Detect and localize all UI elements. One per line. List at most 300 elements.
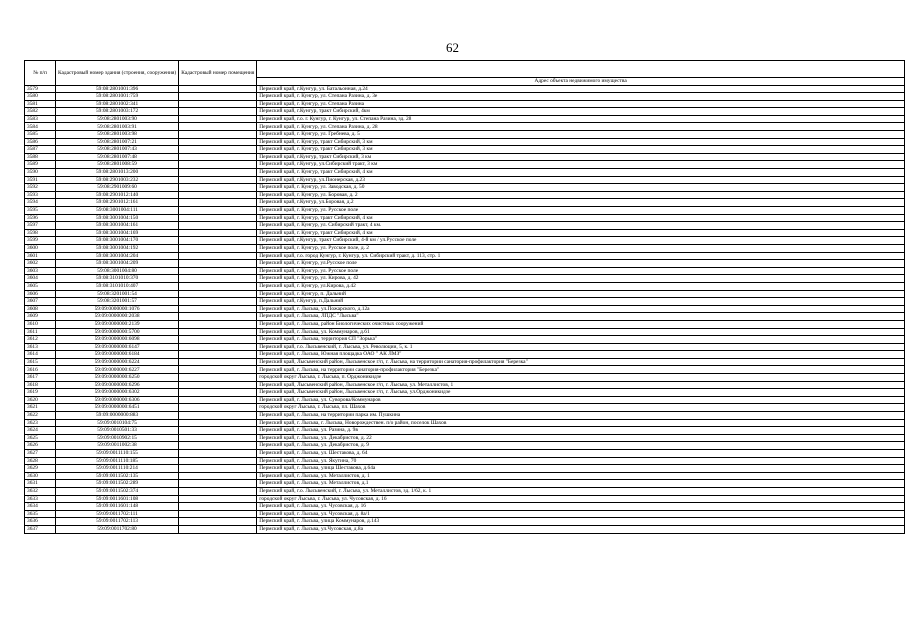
cadastral-building-number: 59:08:3201001:57 xyxy=(55,298,178,306)
address-cell: Пермский край, г. Кунгур, ул. Степана Разина, д. 3е xyxy=(257,93,905,101)
cadastral-building-number: 59:08:3001004:204 xyxy=(55,252,178,260)
row-number: 3587 xyxy=(25,146,56,154)
cadastral-room-number xyxy=(179,260,257,268)
address-cell: Пермский край, г.Кунгур, тракт Сибирский, 3 км xyxy=(257,153,905,161)
header-num: № п/п xyxy=(25,61,56,86)
cadastral-room-number xyxy=(179,503,257,511)
table-row xyxy=(25,115,905,123)
table-row xyxy=(25,457,905,465)
row-number: 3618 xyxy=(25,381,56,389)
row-number: 3580 xyxy=(25,93,56,101)
address-cell: Пермский край, г. Кунгур, тракт Сибирский, 3 км xyxy=(257,138,905,146)
row-number: 3591 xyxy=(25,176,56,184)
cadastral-building-number: 59:08:3001004:161 xyxy=(55,222,178,230)
table-row xyxy=(25,267,905,275)
row-number: 3628 xyxy=(25,457,56,465)
row-number: 3595 xyxy=(25,207,56,215)
table-row xyxy=(25,282,905,290)
cadastral-building-number: 59:08:3001004:170 xyxy=(55,237,178,245)
address-cell: Пермский край, г. Лысьва, ул. Чусовская, д. 8а/1 xyxy=(257,510,905,518)
cadastral-room-number xyxy=(179,525,257,533)
address-cell: Пермский край, г.Кунгур, п.Дальний xyxy=(257,298,905,306)
row-number: 3622 xyxy=(25,412,56,420)
table-body xyxy=(25,85,905,533)
row-number: 3609 xyxy=(25,313,56,321)
table-row xyxy=(25,472,905,480)
cadastral-room-number xyxy=(179,169,257,177)
row-number: 3604 xyxy=(25,275,56,283)
row-number: 3607 xyxy=(25,298,56,306)
cadastral-building-number: 59:08:2801013:200 xyxy=(55,169,178,177)
row-number: 3636 xyxy=(25,518,56,526)
address-cell: Пермский край, г. Лысьва, ул. Разина, д. 9в xyxy=(257,427,905,435)
cadastral-building-number: 59:08:3001004:209 xyxy=(55,260,178,268)
cadastral-building-number: 59:09:0000000:6451 xyxy=(55,404,178,412)
table-row xyxy=(25,298,905,306)
row-number: 3606 xyxy=(25,290,56,298)
cadastral-building-number: 59:09:0000000:5700 xyxy=(55,328,178,336)
address-cell: Пермский край, г. Лысьва, ул. Декабристов, д. 9 xyxy=(257,442,905,450)
cadastral-building-number: 59:08:2901012:161 xyxy=(55,199,178,207)
cadastral-room-number xyxy=(179,138,257,146)
cadastral-building-number: 59:08:2801002:341 xyxy=(55,100,178,108)
cadastral-building-number: 59:09:0010501:33 xyxy=(55,427,178,435)
cadastral-building-number: 59:08:3001004:192 xyxy=(55,244,178,252)
cadastral-room-number xyxy=(179,85,257,93)
cadastral-building-number: 59:08:2801007:43 xyxy=(55,146,178,154)
address-cell: Пермский край, г. Кунгур, ул. Боровая, д. 2 xyxy=(257,191,905,199)
cadastral-room-number xyxy=(179,389,257,397)
row-number: 3592 xyxy=(25,184,56,192)
address-cell: Пермский край, г. Лысьва, ЛПДС "Лысьва" xyxy=(257,313,905,321)
cadastral-building-number: 59:08:3001004:80 xyxy=(55,267,178,275)
address-cell: Пермский край, г. Кунгур, ул.Кирова, д.42 xyxy=(257,282,905,290)
table-row xyxy=(25,191,905,199)
cadastral-building-number: 59:08:2801007:21 xyxy=(55,138,178,146)
row-number: 3603 xyxy=(25,267,56,275)
cadastral-room-number xyxy=(179,237,257,245)
row-number: 3608 xyxy=(25,305,56,313)
address-cell: Пермский край, г. Лысьва, улица Шестакова, д.64а xyxy=(257,465,905,473)
cadastral-building-number: 59:08:3101010:407 xyxy=(55,282,178,290)
cadastral-building-number: 59:08:2901012:140 xyxy=(55,191,178,199)
cadastral-room-number xyxy=(179,199,257,207)
table-row xyxy=(25,222,905,230)
row-number: 3632 xyxy=(25,487,56,495)
address-cell: городской округ Лысьва, г. Лысьва, пл. Шахов xyxy=(257,404,905,412)
table-row xyxy=(25,108,905,116)
cadastral-building-number: 59:08:3001004:150 xyxy=(55,214,178,222)
row-number: 3596 xyxy=(25,214,56,222)
table-row xyxy=(25,366,905,374)
address-cell: Пермский край, г. Кунгур, ул. Степана Разина, д. 28 xyxy=(257,123,905,131)
table-row xyxy=(25,351,905,359)
row-number: 3579 xyxy=(25,85,56,93)
row-number: 3623 xyxy=(25,419,56,427)
cadastral-building-number: 59:09:0011702:111 xyxy=(55,510,178,518)
row-number: 3581 xyxy=(25,100,56,108)
cadastral-room-number xyxy=(179,252,257,260)
cadastral-building-number: 59:08:2901003:232 xyxy=(55,176,178,184)
row-number: 3617 xyxy=(25,374,56,382)
row-number: 3582 xyxy=(25,108,56,116)
table-row xyxy=(25,381,905,389)
cadastral-room-number xyxy=(179,442,257,450)
table-row xyxy=(25,237,905,245)
address-cell: Пермский край, г.о. Лысьвенский, г. Лысьва, ул. Революции, 5, к. 1 xyxy=(257,343,905,351)
address-cell: Пермский край, г. Лысьва, ул. Декабристов, д. 22 xyxy=(257,434,905,442)
table-row xyxy=(25,503,905,511)
row-number: 3594 xyxy=(25,199,56,207)
row-number: 3619 xyxy=(25,389,56,397)
cadastral-room-number xyxy=(179,161,257,169)
table-row xyxy=(25,404,905,412)
cadastral-building-number: 59:09:0000000:1076 xyxy=(55,305,178,313)
cadastral-room-number xyxy=(179,207,257,215)
table-row xyxy=(25,480,905,488)
cadastral-building-number: 59:09:0000000:6098 xyxy=(55,336,178,344)
cadastral-room-number xyxy=(179,131,257,139)
cadastral-room-number xyxy=(179,290,257,298)
address-cell: Пермский край, г.о. г. Кунгур, г. Кунгур, ул. Степана Разина, зд. 28 xyxy=(257,115,905,123)
address-cell: Пермский край, г. Лысьва, ул. Шестакова, д. 64 xyxy=(257,450,905,458)
table-row xyxy=(25,465,905,473)
table-row xyxy=(25,131,905,139)
cadastral-building-number: 59:09:0000000:6250 xyxy=(55,374,178,382)
header-address-spacer xyxy=(257,61,905,78)
cadastral-building-number: 59:09:0011002:38 xyxy=(55,442,178,450)
row-number: 3598 xyxy=(25,229,56,237)
table-row xyxy=(25,427,905,435)
cadastral-room-number xyxy=(179,214,257,222)
cadastral-room-number xyxy=(179,282,257,290)
header-cadastral-room: Кадастровый номер помещения xyxy=(179,61,257,86)
address-cell: Пермский край, г. Лысьва, на территории санатория-профилактория "Березка" xyxy=(257,366,905,374)
address-cell: Пермский край, г. Лысьва, Южная площадка ОАО " АК ЛМЗ" xyxy=(257,351,905,359)
cadastral-building-number: 59:08:2801003:91 xyxy=(55,123,178,131)
cadastral-room-number xyxy=(179,434,257,442)
address-cell: Пермский край, Лысьвенский район, Лысьвенское г/п, г. Лысьва, ул.Орджоникидзе xyxy=(257,389,905,397)
address-cell: Пермский край, г. Кунгур, ул.Русское поле xyxy=(257,260,905,268)
table-row xyxy=(25,518,905,526)
header-address: Адрес объекта недвижимого имущества xyxy=(257,78,905,86)
cadastral-room-number xyxy=(179,184,257,192)
cadastral-room-number xyxy=(179,93,257,101)
cadastral-building-number: 59:08:3201001:54 xyxy=(55,290,178,298)
address-cell: Пермский край, Лысьвенский район, Лысьвенское г/п, г. Лысьва, ул. Металлистов, 1 xyxy=(257,381,905,389)
header-cadastral-building: Кадастровый номер здания (строения, сооружения) xyxy=(55,61,178,86)
cadastral-room-number xyxy=(179,313,257,321)
address-cell: Пермский край, г. Лысьва, территория СП "Зорька" xyxy=(257,336,905,344)
address-cell: Пермский край, г. Лысьва, ул. Металлистов, д. 1 xyxy=(257,472,905,480)
cadastral-building-number: 59:08:2801003:90 xyxy=(55,115,178,123)
cadastral-building-number: 59:09:0011110:214 xyxy=(55,465,178,473)
row-number: 3625 xyxy=(25,434,56,442)
cadastral-room-number xyxy=(179,472,257,480)
cadastral-building-number: 59:09:0011502:289 xyxy=(55,480,178,488)
table-row xyxy=(25,260,905,268)
address-cell: Пермский край, г. Кунгур, ул. Заводская, д. 50 xyxy=(257,184,905,192)
cadastral-building-number: 59:09:0011110:155 xyxy=(55,450,178,458)
cadastral-building-number: 59:08:3001004:169 xyxy=(55,229,178,237)
cadastral-building-number: 59:09:0011702:113 xyxy=(55,518,178,526)
address-cell: Пермский край, г. Лысьва, ул.Пожарского, д.12а xyxy=(257,305,905,313)
cadastral-room-number xyxy=(179,123,257,131)
cadastral-building-number: 59:09:0000000:6224 xyxy=(55,358,178,366)
table-row xyxy=(25,396,905,404)
address-cell: Пермский край, г. Лысьва, ул. Якутина, 70 xyxy=(257,457,905,465)
table-row xyxy=(25,123,905,131)
address-cell: Пермский край, г. Лысьва, ул. Коммунаров, д.61 xyxy=(257,328,905,336)
address-cell: Пермский край, Лысьвенский район, Лысьвенское г/п, г. Лысьва, на территории санатория-профилактория "Березка" xyxy=(257,358,905,366)
table-row xyxy=(25,169,905,177)
row-number: 3633 xyxy=(25,495,56,503)
address-cell: Пермский край, г. Кунгур, ул. Русское поле xyxy=(257,267,905,275)
address-cell: Пермский край, г. Кунгур, ул. Русское поле xyxy=(257,207,905,215)
table-row xyxy=(25,358,905,366)
address-cell: Пермский край, г. Лысьва, на территории парка им. Пушкина xyxy=(257,412,905,420)
address-cell: Пермский край, г. Кунгур, тракт Сибирский, 4 км xyxy=(257,214,905,222)
cadastral-room-number xyxy=(179,267,257,275)
table-row xyxy=(25,525,905,533)
cadastral-building-number: 59:08:3101010:370 xyxy=(55,275,178,283)
cadastral-building-number: 59:09:0000000:6184 xyxy=(55,351,178,359)
cadastral-building-number: 59:09:0000000:6296 xyxy=(55,381,178,389)
row-number: 3620 xyxy=(25,396,56,404)
row-number: 3586 xyxy=(25,138,56,146)
address-cell: Пермский край, г.Кунгур, ул.Боровая, д.2 xyxy=(257,199,905,207)
table-row xyxy=(25,374,905,382)
table-row xyxy=(25,275,905,283)
cadastral-building-number: 59:09:0010902:15 xyxy=(55,434,178,442)
address-cell: Пермский край, г. Кунгур, ул. Кирова, д. 42 xyxy=(257,275,905,283)
cadastral-building-number: 59:08:2801003:98 xyxy=(55,131,178,139)
row-number: 3627 xyxy=(25,450,56,458)
address-cell: Пермский край, г. Кунгур, ул. Русское поле, д. 2 xyxy=(257,244,905,252)
table-row xyxy=(25,343,905,351)
table-row xyxy=(25,389,905,397)
cadastral-room-number xyxy=(179,412,257,420)
cadastral-building-number: 59:09:0011502:135 xyxy=(55,472,178,480)
row-number: 3612 xyxy=(25,336,56,344)
row-number: 3584 xyxy=(25,123,56,131)
row-number: 3631 xyxy=(25,480,56,488)
cadastral-room-number xyxy=(179,404,257,412)
cadastral-building-number: 59:09:0000000:2139 xyxy=(55,320,178,328)
address-cell: Пермский край, г.Кунгур, ул.Пионерская, д.23 xyxy=(257,176,905,184)
row-number: 3611 xyxy=(25,328,56,336)
row-number: 3600 xyxy=(25,244,56,252)
table-row xyxy=(25,199,905,207)
cadastral-room-number xyxy=(179,518,257,526)
address-cell: Пермский край, г. Кунгур, п. Дальний xyxy=(257,290,905,298)
cadastral-building-number: 59:09:0000000:6227 xyxy=(55,366,178,374)
address-cell: Пермский край, г.Кунгур, ул. Батальонная, д.24 xyxy=(257,85,905,93)
cadastral-building-number: 59:09:0010104:75 xyxy=(55,419,178,427)
cadastral-room-number xyxy=(179,328,257,336)
cadastral-room-number xyxy=(179,191,257,199)
address-cell: Пермский край, г. Лысьва, г. Лысьва, Новорождествен. п/о район, поселок Шахов xyxy=(257,419,905,427)
row-number: 3615 xyxy=(25,358,56,366)
address-cell: городской округ Лысьва, г. Лысьва, ул. Чусовская, д. 16 xyxy=(257,495,905,503)
row-number: 3593 xyxy=(25,191,56,199)
cadastral-room-number xyxy=(179,480,257,488)
table-row xyxy=(25,510,905,518)
table-row xyxy=(25,313,905,321)
table-row xyxy=(25,146,905,154)
table-row xyxy=(25,305,905,313)
cadastral-room-number xyxy=(179,320,257,328)
row-number: 3624 xyxy=(25,427,56,435)
table-row xyxy=(25,412,905,420)
cadastral-building-number: 59:08:3001004:111 xyxy=(55,207,178,215)
table-row xyxy=(25,85,905,93)
cadastral-building-number: 59:08:2801001:759 xyxy=(55,93,178,101)
row-number: 3621 xyxy=(25,404,56,412)
address-cell: Пермский край, г. Лысьва, ул. Суворова/Коммунаров xyxy=(257,396,905,404)
cadastral-room-number xyxy=(179,153,257,161)
cadastral-room-number xyxy=(179,510,257,518)
cadastral-room-number xyxy=(179,358,257,366)
cadastral-building-number: 59:09:0000000:2038 xyxy=(55,313,178,321)
address-cell: Пермский край, г.Кунгур, тракт Сибирский, 4км xyxy=(257,108,905,116)
row-number: 3626 xyxy=(25,442,56,450)
cadastral-room-number xyxy=(179,457,257,465)
row-number: 3614 xyxy=(25,351,56,359)
cadastral-room-number xyxy=(179,366,257,374)
cadastral-room-number xyxy=(179,450,257,458)
cadastral-building-number: 59:09:0011502:374 xyxy=(55,487,178,495)
cadastral-room-number xyxy=(179,336,257,344)
property-register-table xyxy=(24,60,905,534)
cadastral-room-number xyxy=(179,176,257,184)
address-cell: Пермский край, г.о. Лысьвенский, г. Лысьва, ул. Металлистов, зд. 1/62, к. 1 xyxy=(257,487,905,495)
table-row xyxy=(25,495,905,503)
table-row xyxy=(25,336,905,344)
table-row xyxy=(25,487,905,495)
cadastral-room-number xyxy=(179,275,257,283)
address-cell: Пермский край, г. Кунгур, ул. Степана Разина xyxy=(257,100,905,108)
cadastral-building-number: 59:09:0000000:6147 xyxy=(55,343,178,351)
cadastral-room-number xyxy=(179,374,257,382)
address-cell: городской округ Лысьва, г. Лысьва, п. Орджоникидзе xyxy=(257,374,905,382)
address-cell: Пермский край, г. Лысьва, ул. Чусовская, д. 16 xyxy=(257,503,905,511)
table-row xyxy=(25,328,905,336)
table-row xyxy=(25,252,905,260)
cadastral-building-number: 59:09:0000000:6306 xyxy=(55,396,178,404)
address-cell: Пермский край, г.Кунгур, тракт Сибирский, 4-й км / ул.Русское поле xyxy=(257,237,905,245)
cadastral-building-number: 59:08:2801003:172 xyxy=(55,108,178,116)
table-row xyxy=(25,442,905,450)
address-cell: Пермский край, г. Лысьва, ул.Чусовская, д.8а xyxy=(257,525,905,533)
row-number: 3613 xyxy=(25,343,56,351)
cadastral-room-number xyxy=(179,381,257,389)
cadastral-room-number xyxy=(179,108,257,116)
table-row xyxy=(25,138,905,146)
row-number: 3605 xyxy=(25,282,56,290)
table-row xyxy=(25,214,905,222)
table-row xyxy=(25,100,905,108)
address-cell: Пермский край, г. Кунгур, ул. Сибирский тракт, 4 км. xyxy=(257,222,905,230)
cadastral-building-number: 59:09:0011702:80 xyxy=(55,525,178,533)
table-row xyxy=(25,184,905,192)
row-number: 3602 xyxy=(25,260,56,268)
cadastral-building-number: 59:09:0011601:148 xyxy=(55,503,178,511)
row-number: 3610 xyxy=(25,320,56,328)
cadastral-room-number xyxy=(179,465,257,473)
cadastral-room-number xyxy=(179,487,257,495)
cadastral-building-number: 59:08:2801001:396 xyxy=(55,85,178,93)
row-number: 3597 xyxy=(25,222,56,230)
row-number: 3637 xyxy=(25,525,56,533)
cadastral-building-number: 59:09:0011110:185 xyxy=(55,457,178,465)
address-cell: Пермский край, г. Кунгур, ул. Гребнева, д. 5 xyxy=(257,131,905,139)
table-row xyxy=(25,320,905,328)
row-number: 3589 xyxy=(25,161,56,169)
row-number: 3616 xyxy=(25,366,56,374)
table-row xyxy=(25,153,905,161)
table-row xyxy=(25,207,905,215)
row-number: 3588 xyxy=(25,153,56,161)
row-number: 3629 xyxy=(25,465,56,473)
cadastral-room-number xyxy=(179,222,257,230)
cadastral-building-number: 59:08:2801008:59 xyxy=(55,161,178,169)
address-cell: Пермский край, г. Кунгур, тракт Сибирский, 4 км xyxy=(257,169,905,177)
table-row xyxy=(25,419,905,427)
page-number: 62 xyxy=(446,40,459,55)
table-row xyxy=(25,176,905,184)
cadastral-room-number xyxy=(179,100,257,108)
address-cell: Пермский край, г. Кунгур, тракт Сибирский, 4 км xyxy=(257,229,905,237)
table-row xyxy=(25,229,905,237)
cadastral-room-number xyxy=(179,305,257,313)
address-cell: Пермский край, г.о. город Кунгур, г. Кунгур, ул. Сибирский тракт, д. 113, стр. 1 xyxy=(257,252,905,260)
cadastral-room-number xyxy=(179,396,257,404)
table-row xyxy=(25,450,905,458)
cadastral-building-number: 59:09:0000000:883 xyxy=(55,412,178,420)
row-number: 3590 xyxy=(25,169,56,177)
table-row xyxy=(25,290,905,298)
table-row xyxy=(25,161,905,169)
table-row xyxy=(25,93,905,101)
cadastral-room-number xyxy=(179,146,257,154)
row-number: 3585 xyxy=(25,131,56,139)
row-number: 3601 xyxy=(25,252,56,260)
row-number: 3634 xyxy=(25,503,56,511)
cadastral-building-number: 59:09:0011601:108 xyxy=(55,495,178,503)
cadastral-room-number xyxy=(179,351,257,359)
address-cell: Пермский край, г. Кунгур, тракт Сибирский, 3 км xyxy=(257,146,905,154)
address-cell: Пермский край, г. Лысьва, ул. Металлистов, д.1 xyxy=(257,480,905,488)
address-cell: Пермский край, г. Лысьва, улица Коммунаров, д.143 xyxy=(257,518,905,526)
cadastral-room-number xyxy=(179,115,257,123)
cadastral-room-number xyxy=(179,298,257,306)
cadastral-building-number: 59:09:0000000:6302 xyxy=(55,389,178,397)
cadastral-room-number xyxy=(179,495,257,503)
table-row xyxy=(25,244,905,252)
cadastral-room-number xyxy=(179,343,257,351)
address-cell: Пермский край, г.Кунгур, ул.Сибирский тракт, 3 км xyxy=(257,161,905,169)
cadastral-room-number xyxy=(179,244,257,252)
cadastral-building-number: 59:08:2801007:48 xyxy=(55,153,178,161)
table-row xyxy=(25,434,905,442)
row-number: 3630 xyxy=(25,472,56,480)
cadastral-building-number: 59:08:2901009:60 xyxy=(55,184,178,192)
cadastral-room-number xyxy=(179,427,257,435)
cadastral-room-number xyxy=(179,229,257,237)
address-cell: Пермский край, г. Лысьва, район Биологических очистных сооружений xyxy=(257,320,905,328)
row-number: 3583 xyxy=(25,115,56,123)
